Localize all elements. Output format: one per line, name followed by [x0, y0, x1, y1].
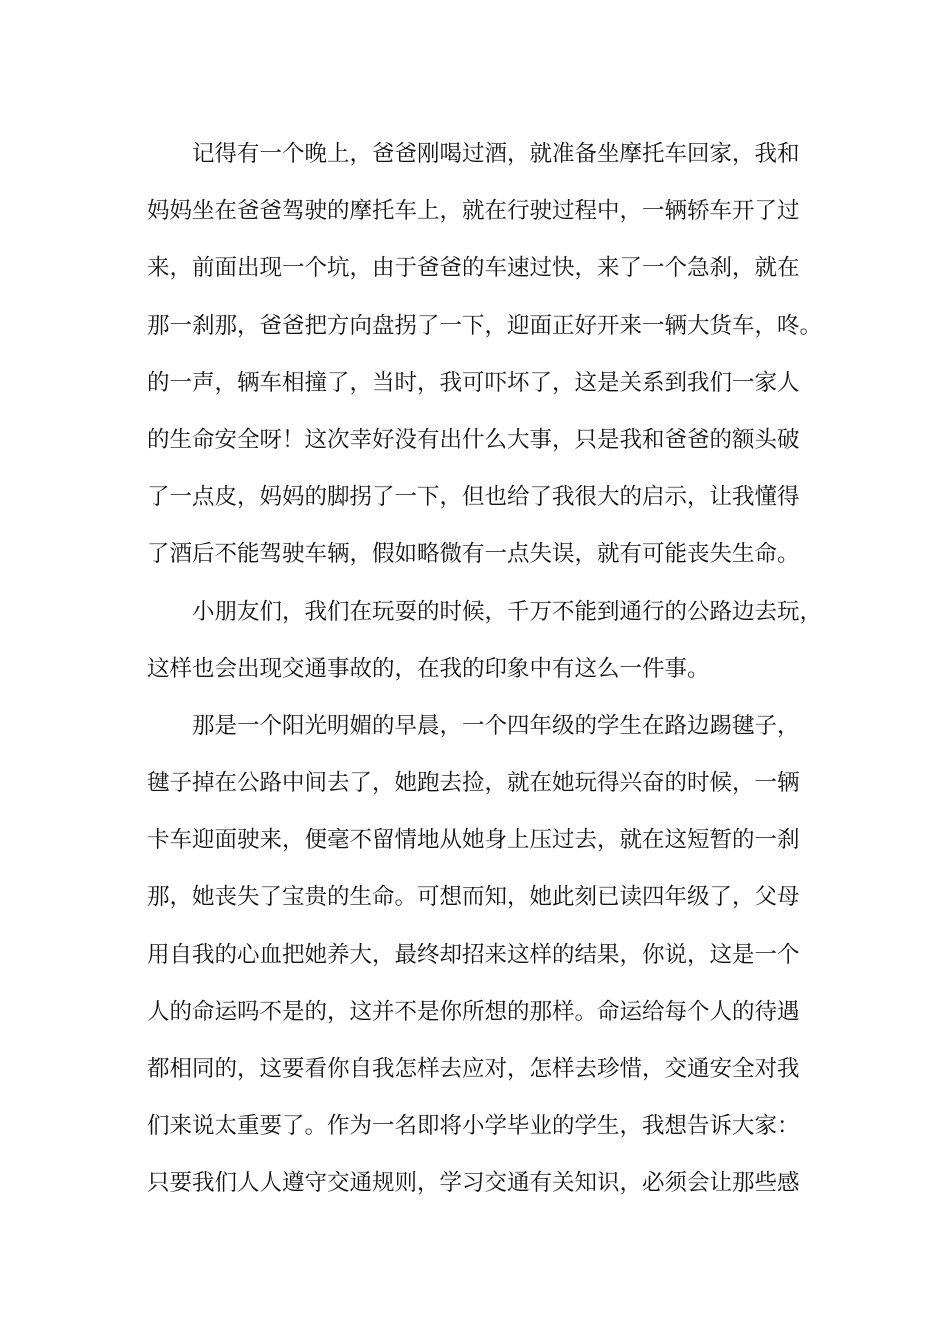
text-line: 的生命安全呀！这次幸好没有出什么大事，只是我和爸爸的额头破: [147, 426, 800, 453]
paragraph-shuttlecock-story: [147, 703, 807, 1218]
text-line: 了一点皮，妈妈的脚拐了一下，但也给了我很大的启示，让我懂得: [147, 484, 800, 511]
text-line: 妈妈坐在爸爸驾驶的摩托车上，就在行驶过程中，一辆轿车开了过: [147, 198, 800, 225]
text-line: 来，前面出现一个坑，由于爸爸的车速过快，来了一个急刹，就在: [147, 255, 800, 282]
text-line: 只要我们人人遵守交通规则，学习交通有关知识，必须会让那些感: [147, 1170, 800, 1197]
text-line: 毽子掉在公路中间去了，她跑去捡，就在她玩得兴奋的时候，一辆: [147, 770, 800, 797]
text-line: 记得有一个晚上，爸爸刚喝过酒，就准备坐摩托车回家，我和: [192, 141, 800, 167]
text-line: 那，她丧失了宝贵的生命。可想而知，她此刻已读四年级了，父母: [147, 884, 800, 911]
document-body: [147, 131, 823, 1218]
text-line: 这样也会出现交通事故的，在我的印象中有这么一件事。: [147, 655, 710, 682]
text-line: 了酒后不能驾驶车辆，假如略微有一点失误，就有可能丧失生命。: [147, 541, 800, 568]
paragraph-drunk-driving-story: [147, 131, 823, 589]
text-line: 都相同的，这要看你自我怎样去应对，怎样去珍惜，交通安全对我: [147, 1056, 800, 1082]
text-line: 们来说太重要了。作为一名即将小学毕业的学生，我想告诉大家：: [147, 1113, 800, 1140]
paragraph-road-play-warning: [147, 589, 823, 703]
text-line: 用自我的心血把她养大，最终却招来这样的结果，你说，这是一个: [147, 941, 800, 968]
text-line: 小朋友们，我们在玩耍的时候，千万不能到通行的公路边去玩，: [192, 598, 823, 625]
text-line: 卡车迎面驶来，便毫不留情地从她身上压过去，就在这短暂的一刹: [147, 827, 800, 854]
text-line: 那一刹那，爸爸把方向盘拐了一下，迎面正好开来一辆大货车，咚。: [147, 312, 823, 339]
text-line: 那是一个阳光明媚的早晨，一个四年级的学生在路边踢毽子，: [192, 712, 800, 739]
text-line: 人的命运吗不是的，这并不是你所想的那样。命运给每个人的待遇: [147, 998, 800, 1025]
text-line: 的一声，辆车相撞了，当时，我可吓坏了，这是关系到我们一家人: [147, 369, 800, 396]
